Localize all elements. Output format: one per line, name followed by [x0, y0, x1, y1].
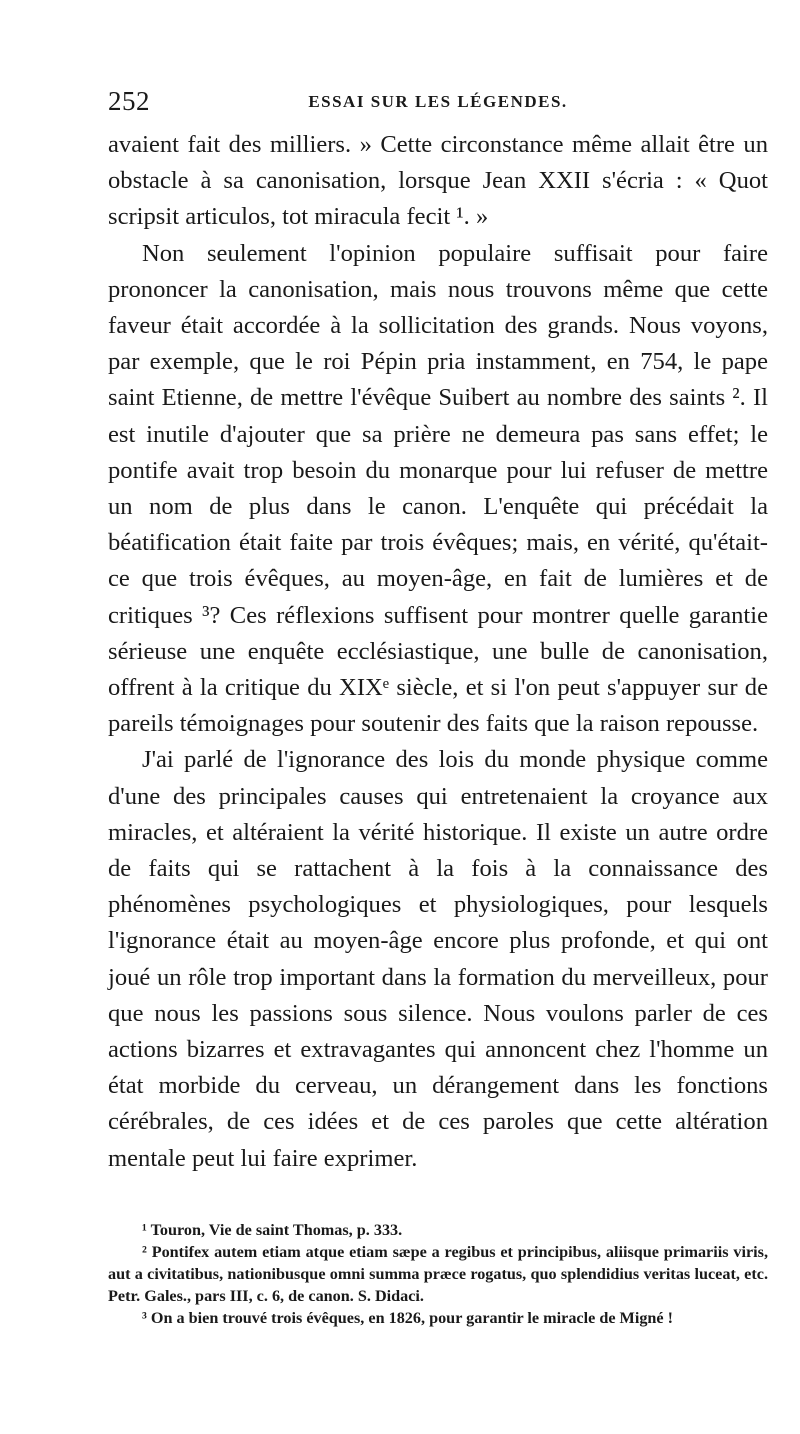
body-text	[108, 127, 768, 1177]
footnote-2: ² Pontifex autem etiam atque etiam sæpe a regibus et principibus, aliisque primariis viris, aut a civitatibus, nationibusque omni summa præce rogatus, quo splendidius veritas luceat, etc. Petr. Gales., pars III, c. 6, de canon. S. Didaci.	[108, 1242, 768, 1305]
book-page	[108, 80, 768, 1329]
paragraph-2: Non seulement l'opinion populaire suffisait pour faire prononcer la canonisation, mais nous trouvons même que cette faveur était accordée à la sollicitation des grands. Nous voyons, par exemple, que le roi Pépin pria instamment, en 754, le pape saint Etienne, de mettre l'évêque Suibert au nombre des saints ². Il est inutile d'ajouter que sa prière ne demeura pas sans effet; le pontife avait trop besoin du monarque pour lui refuser de mettre un nom de plus dans le canon. L'enquête qui précédait la béatification était faite par trois évêques; mais, en vérité, qu'était-ce que trois évêques, au moyen-âge, en fait de lumières et de critiques ³? Ces réflexions suffisent pour montrer quelle garantie sérieuse une enquête ecclésiastique, une bulle de canonisation, offrent à la critique du XIXᵉ siècle, et si l'on peut s'appuyer sur de pareils témoignages pour soutenir des faits que la raison repousse.	[108, 239, 768, 738]
paragraph-3: J'ai parlé de l'ignorance des lois du monde physique comme d'une des principales causes qui entretenaient la croyance aux miracles, et altéraient la vérité historique. Il existe un autre ordre de faits qui se rattachent à la fois à la connaissance des phénomènes psychologiques et physiologiques, pour lesquels l'ignorance était au moyen-âge encore plus profonde, et qui ont joué un rôle trop important dans la formation du merveilleux, pour que nous les passions sous silence. Nous voulons parler de ces actions bizarres et extravagantes qui annoncent chez l'homme un état morbide du cerveau, un dérangement dans les fonctions cérébrales, de ces idées et de ces paroles que cette altération mentale peut lui faire exprimer.	[108, 746, 768, 1172]
footnote-3: ³ On a bien trouvé trois évêques, en 1826, pour garantir le miracle de Migné !	[142, 1308, 674, 1327]
page-header	[108, 80, 768, 122]
page-number: 252	[108, 86, 150, 116]
running-head: ESSAI SUR LES LÉGENDES.	[308, 92, 568, 111]
paragraph-1: avaient fait des milliers. » Cette circonstance même allait être un obstacle à sa canonisation, lorsque Jean XXII s'écria : « Quot scripsit articulos, tot miracula fecit ¹. »	[108, 131, 768, 231]
footnote-1: ¹ Touron, Vie de saint Thomas, p. 333.	[142, 1220, 403, 1239]
footnotes	[108, 1219, 768, 1329]
